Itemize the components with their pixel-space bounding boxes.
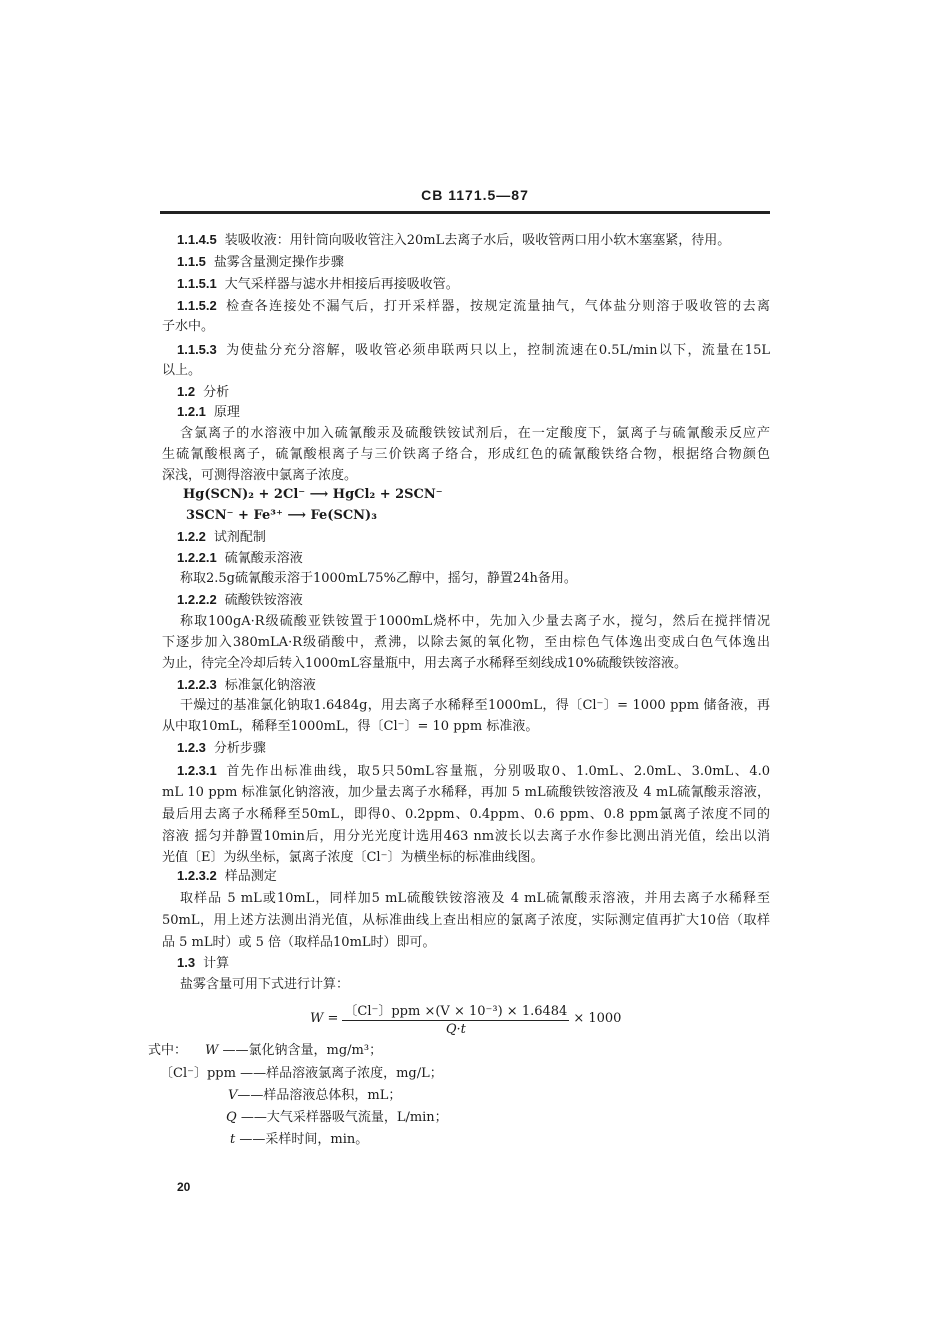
section-text: 为使盐分充分溶解，吸收管必须串联两只以上，控制流速在0.5L/min以下，流量在15L (224, 343, 770, 358)
section-number: 1.2.2.3 (177, 677, 217, 692)
document-header: CB 1171.5—87 (421, 187, 529, 203)
section-text: 装吸收液：用针筒向吸收管注入20mL去离子水后，吸收管两口用小软木塞塞紧，待用。 (224, 233, 731, 248)
paragraph-line: 为止，待完全冷却后转入1000mL容量瓶中，用去离子水稀释至刻线成10%硫酸铁铵溶液。 (162, 656, 687, 671)
section-1-2-3 (177, 740, 266, 757)
paragraph-line: 生硫氰酸根离子，硫氰酸根离子与三价铁离子络合，形成红色的硫氰酸铁络合物，根据络合物颜色 (162, 447, 770, 462)
formula (310, 1000, 621, 1037)
section-1-1-5-2 (177, 298, 770, 315)
legend-item (160, 1062, 443, 1081)
chemical-equation: Hg(SCN)₂ + 2Cl⁻ ⟶ HgCl₂ + 2SCN⁻ (183, 487, 443, 502)
section-1-2-2-1 (177, 550, 303, 567)
paragraph-line: 干燥过的基准氯化钠取1.6484g，用去离子水稀释至1000mL，得〔Cl⁻〕= 1000 ppm 储备液，再 (180, 698, 770, 713)
section-number: 1.2 (177, 384, 196, 399)
section-1-1-5-3 (177, 342, 770, 359)
section-number: 1.2.2.2 (177, 592, 217, 607)
section-1-1-5-1 (177, 276, 459, 293)
paragraph-line: 下逐步加入380mLA·R级硝酸中，煮沸，以除去氮的氧化物，至由棕色气体逸出变成白色气体逸出 (162, 635, 770, 650)
section-1-2-2-3 (177, 677, 316, 694)
section-title: 样品测定 (224, 869, 277, 884)
section-title: 盐雾含量测定操作步骤 (213, 255, 344, 270)
section-number: 1.1.5.2 (177, 298, 217, 313)
section-number: 1.1.5 (177, 254, 206, 269)
legend-symbol: W (205, 1043, 219, 1058)
section-number: 1.1.5.3 (177, 342, 217, 357)
section-1-2 (177, 384, 229, 401)
paragraph-line: 深浅，可测得溶液中氯离子浓度。 (162, 468, 358, 483)
section-1-1-4-5 (177, 232, 730, 249)
section-1-3 (177, 955, 229, 972)
paragraph-line: 50mL，用上述方法测出消光值，从标准曲线上查出相应的氯离子浓度，实际测定值再扩大10倍（取样 (162, 913, 770, 928)
section-title: 原理 (213, 405, 240, 420)
legend-symbol: V (228, 1088, 238, 1103)
formula-denominator: Q·t (445, 1022, 466, 1037)
legend-desc: ——氯化钠含量，mg/m³； (222, 1043, 383, 1058)
paragraph-line: 取样品 5 mL或10mL，同样加5 mL硫酸铁铵溶液及 4 mL硫氰酸汞溶液，并用去离子水稀释至 (180, 891, 770, 906)
legend-desc: ——样品溶液总体积，mL； (237, 1088, 402, 1103)
section-number: 1.2.3 (177, 740, 206, 755)
section-number: 1.2.1 (177, 404, 206, 419)
section-title: 分析 (203, 385, 230, 400)
paragraph-line: 含氯离子的水溶液中加入硫氰酸汞及硫酸铁铵试剂后，在一定酸度下，氯离子与硫氰酸汞反应产 (180, 426, 770, 441)
paragraph-line: 首先作出标准曲线，取5只50mL容量瓶，分别吸取0、1.0mL、2.0mL、3.0mL、4.0 (224, 764, 770, 779)
section-text-continued: 子水中。 (162, 319, 215, 334)
section-1-1-5 (177, 254, 344, 271)
section-number: 1.1.4.5 (177, 232, 217, 247)
formula-numerator: 〔Cl⁻〕ppm ×(V × 10⁻³) × 1.6484 (342, 1000, 569, 1021)
section-title: 标准氯化钠溶液 (224, 678, 316, 693)
page-number: 20 (177, 1180, 191, 1194)
legend-item (230, 1128, 368, 1147)
paragraph-line: 品 5 mL时）或 5 倍（取样品10mL时）即可。 (162, 935, 436, 950)
section-number: 1.1.5.1 (177, 276, 217, 291)
paragraph-line: 光值〔E〕为纵坐标，氯离子浓度〔Cl⁻〕为横坐标的标准曲线图。 (162, 850, 544, 865)
section-1-2-3-2 (177, 868, 277, 885)
legend-item (228, 1084, 401, 1103)
section-number: 1.2.3.1 (177, 763, 217, 778)
section-1-2-1 (177, 404, 240, 421)
formula-fraction (342, 1000, 569, 1037)
paragraph-line: 称取100gA·R级硫酸亚铁铵置于1000mL烧杯中，先加入少量去离子水，搅匀，然后在搅拌情况 (180, 614, 770, 629)
section-title: 试剂配制 (213, 530, 266, 545)
legend-item (226, 1106, 448, 1125)
section-number: 1.2.3.2 (177, 868, 217, 883)
formula-factor: × 1000 (573, 1011, 622, 1026)
paragraph-line: 称取2.5g硫氰酸汞溶于1000mL75%乙醇中，摇匀，静置24h备用。 (180, 571, 577, 586)
header-rule (160, 211, 770, 214)
legend-desc: ——采样时间，min。 (239, 1132, 369, 1147)
section-number: 1.2.2.1 (177, 550, 217, 565)
section-text: 大气采样器与滤水井相接后再接吸收管。 (224, 277, 459, 292)
legend-desc: ——大气采样器吸气流量，L/min； (240, 1110, 448, 1125)
section-title: 硫酸铁铵溶液 (224, 593, 303, 608)
section-1-2-2-2 (177, 592, 303, 609)
section-text: 检查各连接处不漏气后，打开采样器，按规定流量抽气，气体盐分则溶于吸收管的去离 (224, 299, 770, 314)
paragraph-line: 盐雾含量可用下式进行计算： (180, 977, 350, 992)
chemical-equation: 3SCN⁻ + Fe³⁺ ⟶ Fe(SCN)₃ (186, 508, 377, 523)
legend-item (205, 1039, 382, 1058)
section-1-2-2 (177, 529, 266, 546)
section-number: 1.2.2 (177, 529, 206, 544)
section-title: 硫氰酸汞溶液 (224, 551, 303, 566)
paragraph-line: mL 10 ppm 标准氯化钠溶液，加少量去离子水稀释，再加 5 mL硫酸铁铵溶液及 4 mL硫氰酸汞溶液， (162, 785, 770, 800)
legend-desc: ——样品溶液氯离子浓度，mg/L； (240, 1066, 443, 1081)
section-title: 分析步骤 (213, 741, 266, 756)
section-text-continued: 以上。 (162, 363, 202, 378)
section-title: 计算 (203, 956, 230, 971)
section-1-2-3-1 (177, 763, 770, 780)
paragraph-line: 最后用去离子水稀释至50mL，即得0、0.2ppm、0.4ppm、0.6 ppm、0.8 ppm氯离子浓度不同的 (162, 807, 770, 822)
legend-symbol: t (230, 1132, 236, 1147)
formula-lhs: W = (310, 1011, 339, 1026)
legend-intro: 式中： (148, 1043, 188, 1058)
legend-symbol: 〔Cl⁻〕ppm (160, 1066, 236, 1081)
paragraph-line: 溶液 摇匀并静置10min后，用分光光度计选用463 nm波长以去离子水作参比测出消光值，绘出以消 (162, 829, 770, 844)
paragraph-line: 从中取10mL，稀释至1000mL，得〔Cl⁻〕= 10 ppm 标准液。 (162, 719, 539, 734)
legend-symbol: Q (226, 1110, 237, 1125)
section-number: 1.3 (177, 955, 196, 970)
